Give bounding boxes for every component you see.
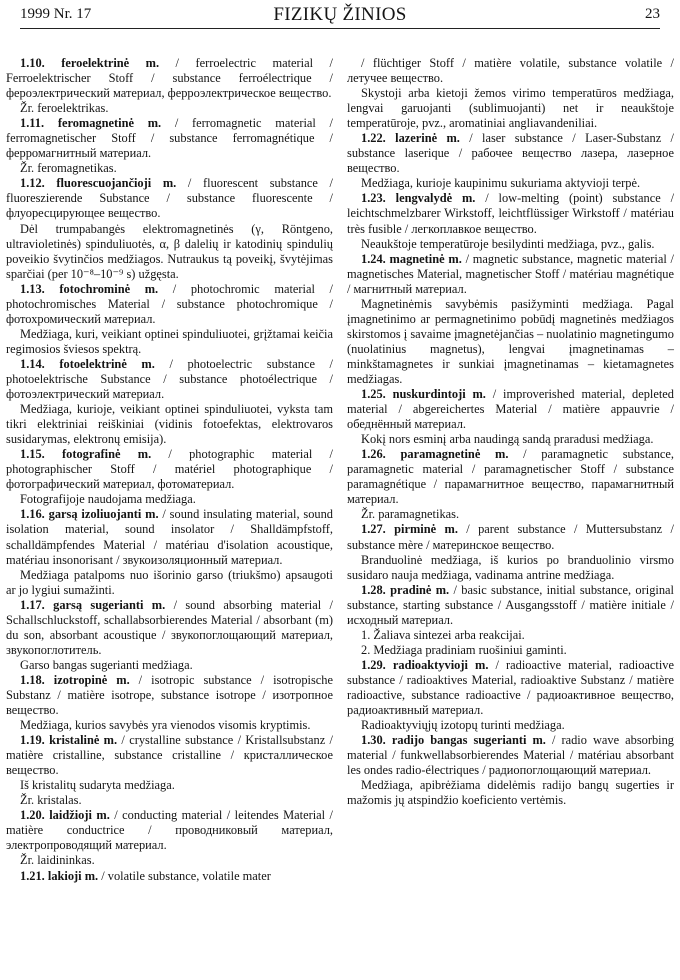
glossary-entry: [6, 447, 333, 492]
glossary-entry: [347, 252, 674, 297]
entry-text: / isotropic substance / isotropische Substanz / matière isotrope, substance isotrope / изотропное вещество.: [6, 672, 333, 718]
entry-note: [6, 222, 333, 282]
glossary-entry: [347, 447, 674, 507]
running-header: [20, 4, 660, 29]
entry-note: [6, 658, 333, 673]
entry-text: Kokį nors esminį arba naudingą sandą praradusi medžiaga.: [361, 432, 654, 447]
entry-term: 1.24. magnetinė m.: [361, 251, 462, 266]
entry-term: 1.11. feromagnetinė m.: [20, 116, 162, 131]
entry-note: [347, 297, 674, 387]
journal-title: FIZIKŲ ŽINIOS: [273, 4, 407, 25]
issue-label: 1999 Nr. 17: [20, 6, 92, 22]
glossary-entry: [6, 507, 333, 567]
entry-note: [6, 718, 333, 733]
glossary-entry: [347, 522, 674, 552]
entry-text: / sound insulating material, sound isolation material, sound insolator / Shalldämpfstoff, schalldämpfendes Material / matériau d'isolation acoustique, matériau insonorisant / звукоизоляционный материал.: [6, 507, 333, 567]
entry-term: 1.16. garsą izoliuojanti m.: [20, 507, 159, 522]
entry-note: [6, 402, 333, 447]
entry-term: 1.27. pirminė m.: [361, 522, 458, 537]
entry-note: [6, 101, 333, 116]
glossary-entry: [6, 869, 333, 884]
glossary-entry: [347, 583, 674, 628]
entry-text: Radioaktyviųjų izotopų turinti medžiaga.: [361, 718, 565, 733]
entry-text: Medžiaga, apibrėžiama didelėmis radijo bangų sugerties ir mažomis jų atspindžio koeficiento vertėmis.: [347, 778, 674, 808]
right-column: [347, 56, 674, 808]
left-column: [6, 56, 333, 884]
entry-term: 1.22. lazerinė m.: [361, 131, 460, 146]
entry-text: Žr. laidininkas.: [20, 853, 95, 868]
entry-text: Garso bangas sugerianti medžiaga.: [20, 657, 193, 672]
entry-text: / photochromic material / photochromisches Material / substance photochromique / фотохромический материал.: [6, 281, 333, 326]
entry-text: / ferroelectric material / Ferroelektrischer Stoff / substance ferroélectrique / фероэлектрический материал, ферроэлектрическое вещество.: [6, 56, 333, 101]
entry-text: / improverished material, depleted material / abgereichertes Material / matière appauvrie / обеднённый материал.: [347, 387, 674, 432]
entry-text: / low-melting (point) substance / leichtschmelzbarer Wirkstoff, leichtflüssiger Wirkstoff / matériau très fusible / легкоплавкое вещество.: [347, 191, 675, 236]
entry-text: 1. Žaliava sintezei arba reakcijai.: [361, 627, 525, 642]
glossary-entry: [6, 282, 333, 327]
entry-note: [347, 507, 674, 522]
glossary-entry: [6, 176, 333, 221]
entry-text: / flüchtiger Stoff / matière volatile, substance volatile / летучее вещество.: [347, 56, 674, 86]
entry-text: / radioactive material, radioactive substance / radioaktives Material, radioaktive Substanz / matière radioactive, substance radioactive / радиоактивное вещество, радиоактивный материал.: [347, 657, 674, 718]
entry-text: Žr. paramagnetikas.: [361, 507, 460, 522]
glossary-entry: [6, 56, 333, 101]
entry-text: / parent substance / Muttersubstanz / substance mère / материнское вещество.: [347, 522, 674, 552]
glossary-entry: [347, 658, 674, 718]
entry-note: [6, 778, 333, 793]
entry-text: 2. Medžiaga pradiniam ruošiniui gaminti.: [361, 642, 567, 657]
glossary-entry: [6, 733, 333, 778]
entry-text: / photographic material / photographischer Stoff / matériel photographique / фотографический материал, фотоматериал.: [6, 447, 334, 492]
entry-text: / crystalline substance / Kristallsubstanz / matière cristalline, substance cristalline / кристаллическое вещество.: [6, 733, 333, 778]
entry-note: [6, 568, 333, 598]
entry-text: / fluorescent substance / fluoreszierende Substance / substance fluorescente / флуоресцирующее вещество.: [6, 176, 334, 221]
entry-text: Magnetinėmis savybėmis pasižyminti medžiaga. Pagal įmagnetinimo ar permagnetinimo pobūdį magnetinės medžiagos skirstomos į savaime įmagnetėjančias – nuolatinio magnetingumo (nuolatinius magnetus), lengvai įmagnetinamas – minkštamagnetes ir sunkiai įmagnetinamas – kietamagnetes medžiagas.: [347, 296, 674, 386]
entry-term: 1.17. garsą sugerianti m.: [20, 597, 166, 612]
entry-text: / magnetic substance, magnetic material / magnetisches Material, magnetischer Stoff / matériau magnétique / магнитный материал.: [347, 251, 674, 296]
entry-text: Medžiaga, kurioje kaupinimu sukuriama aktyvioji terpė.: [361, 176, 641, 191]
entry-term: 1.23. lengvalydė m.: [361, 191, 476, 206]
entry-term: 1.20. laidžioji m.: [20, 808, 110, 823]
entry-text: Branduolinė medžiaga, iš kurios po branduolinio virsmo susidaro nauja medžiaga, vadinama antrine medžiaga.: [347, 552, 674, 582]
entry-term: 1.25. nuskurdintoji m.: [361, 387, 486, 402]
entry-text: Dėl trumpabangės elektromagnetinės (γ, Röntgeno, ultravioletinės) spinduliuotės, α, β dalelių ir katodinių spindulių poveikio švytinčios medžiagos. Nutraukus tą poveikį, švytėjimas sparčiai (per 10⁻⁸–10⁻⁹ s) užgęsta.: [6, 221, 333, 281]
glossary-entry: [6, 673, 333, 718]
entry-text: / paramagnetic substance, paramagnetic material / paramagnetischer Stoff / substance paramagnétique / парамагнитное вещество, парамагнитный материал.: [347, 447, 674, 507]
entry-text: Fotografijoje naudojama medžiaga.: [20, 492, 196, 507]
entry-term: 1.13. fotochrominė m.: [20, 281, 159, 296]
entry-note: [347, 778, 674, 808]
entry-text: Medžiaga patalpoms nuo išorinio garso (triukšmo) apsaugoti ar jo lygiui sumažinti.: [6, 567, 333, 597]
entry-note: [347, 718, 674, 733]
entry-text: Medžiaga, kuri, veikiant optinei spinduliuotei, grįžtamai keičia regimosios šviesos spektrą.: [6, 326, 333, 356]
entry-note: [347, 86, 674, 131]
entry-term: 1.10. feroelektrinė m.: [20, 56, 160, 70]
entry-note: [6, 492, 333, 507]
entry-text: / photoelectric substance / photoelektrische Substance / substance photoélectrique / фотоэлектрический материал.: [6, 356, 333, 402]
entry-text: / sound absorbing material / Schallschluckstoff, schallabsorbierendes Material / absorbant (m) du son, absorbant acoustique / звукопоглощающий материал, звукопоглотитель.: [6, 597, 333, 657]
entry-note: [347, 176, 674, 191]
entry-term: 1.18. izotropinė m.: [20, 672, 130, 687]
glossary-entry: [347, 387, 674, 432]
entry-text: / ferromagnetic material / ferromagnetischer Stoff / substance ferromagnétique / ферромагнитный материал.: [6, 116, 334, 161]
entry-text: Medžiaga, kurios savybės yra vienodos visomis kryptimis.: [20, 718, 311, 733]
glossary-entry: [6, 116, 333, 161]
entry-term: 1.21. lakioji m.: [20, 868, 99, 883]
entry-note: [347, 432, 674, 447]
entry-term: 1.15. fotografinė m.: [20, 447, 152, 462]
entry-text: / basic substance, initial substance, original substance, starting substance / Ausgangsstoff / matière initiale / исходный материал.: [347, 582, 674, 627]
entry-note: [6, 793, 333, 808]
entry-text: Iš kristalitų sudaryta medžiaga.: [20, 778, 175, 793]
entry-note: [6, 161, 333, 176]
entry-term: 1.14. fotoelektrinė m.: [20, 356, 155, 371]
glossary-entry: [6, 598, 333, 658]
entry-text: / conducting material / leitendes Material / matière conductrice / проводниковый материал, электропроводящий материал.: [6, 808, 333, 853]
entry-text: Neaukštoje temperatūroje besilydinti medžiaga, pvz., galis.: [361, 236, 655, 251]
entry-note: [347, 628, 674, 643]
entry-term: 1.28. pradinė m.: [361, 582, 450, 597]
entry-note: [347, 237, 674, 252]
entry-term: 1.12. fluorescuojančioji m.: [20, 176, 177, 191]
entry-text: Skystoji arba kietoji žemos virimo temperatūros medžiaga, lengvai garuojanti (sublimuojanti) net ir neaukštoje temperatūroje, pvz., aromatiniai angliavandeniliai.: [347, 86, 674, 131]
entry-term: 1.19. kristalinė m.: [20, 733, 118, 748]
entry-text: Žr. feroelektrikas.: [20, 101, 109, 116]
entry-text: / laser substance / Laser-Substanz / substance laserique / рабочее вещество лазера, лазерное вещество.: [347, 131, 674, 176]
entry-note: [6, 853, 333, 868]
entry-text: Žr. feromagnetikas.: [20, 161, 117, 176]
glossary-entry: [347, 131, 674, 176]
entry-note: [6, 327, 333, 357]
entry-term: 1.26. paramagnetinė m.: [361, 447, 509, 462]
entry-term: 1.29. radioaktyvioji m.: [361, 657, 489, 672]
entry-text: / radio wave absorbing material / funkwellabsorbierendes Material / matériau absorbant les ondes radio-électriques / радиопоглощающий материал.: [347, 733, 674, 778]
entry-note: [347, 643, 674, 658]
glossary-entry: [347, 733, 674, 778]
glossary-entry: [6, 357, 333, 402]
entry-text: Žr. kristalas.: [20, 793, 82, 808]
entry-text: Medžiaga, kurioje, veikiant optinei spinduliuotei, vyksta tam tikri elektriniai reiškiniai (vidinis fotoefektas, elektrovaros susidarymas, elektronų emisija).: [6, 402, 333, 447]
entry-note: [347, 56, 674, 86]
entry-note: [347, 553, 674, 583]
page-number: 23: [645, 6, 660, 22]
entry-text: / volatile substance, volatile mater: [98, 868, 271, 883]
glossary-entry: [6, 808, 333, 853]
glossary-entry: [347, 191, 674, 236]
entry-term: 1.30. radijo bangas sugerianti m.: [361, 733, 546, 748]
